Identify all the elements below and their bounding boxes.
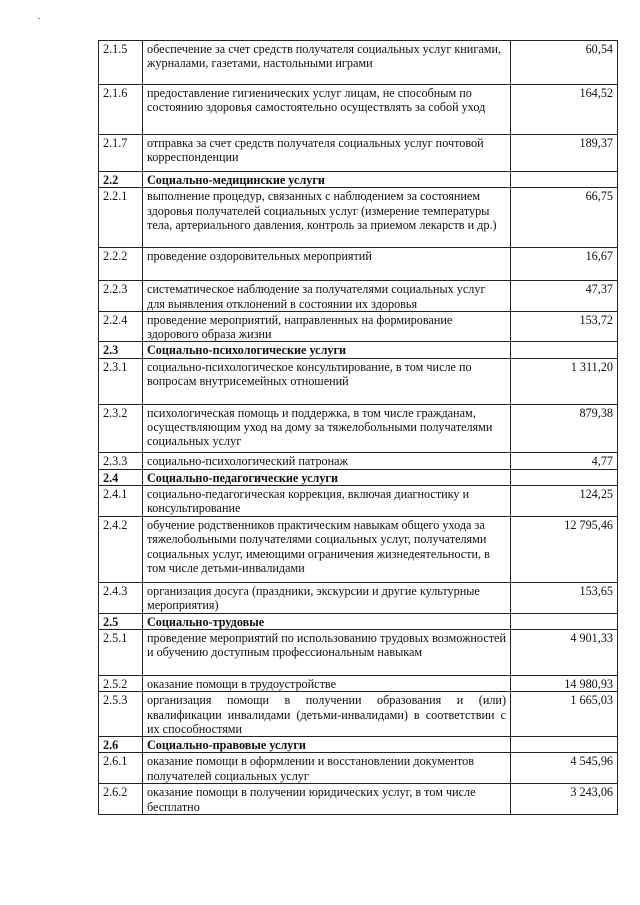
services-tariff-table <box>98 40 618 815</box>
service-description: социально-психологический патронаж <box>143 452 511 469</box>
table-body <box>99 41 618 815</box>
section-title: Социально-психологические услуги <box>143 342 511 358</box>
service-description: организация помощи в получении образования и (или) квалификации инвалидами (детьми-инвалидами) в соответствии с их способностями <box>143 692 511 737</box>
table-row <box>99 486 618 517</box>
service-price <box>511 737 618 753</box>
service-description: выполнение процедур, связанных с наблюдением за состоянием здоровья получателей социальных услуг (измерение температуры тела, артериального давления, контроль за приемом лекарств и др.) <box>143 188 511 248</box>
table-row <box>99 358 618 404</box>
service-description: социально-педагогическая коррекция, включая диагностику и консультирование <box>143 486 511 517</box>
table-row <box>99 517 618 583</box>
service-price <box>511 172 618 188</box>
service-price: 164,52 <box>511 85 618 135</box>
section-title: Социально-педагогические услуги <box>143 469 511 485</box>
table-row <box>99 753 618 784</box>
service-description: проведение оздоровительных мероприятий <box>143 248 511 281</box>
item-number: 2.3.2 <box>99 404 143 452</box>
section-row <box>99 613 618 629</box>
item-number: 2.2 <box>99 172 143 188</box>
table-row <box>99 188 618 248</box>
item-number: 2.5.1 <box>99 629 143 675</box>
service-price: 4 545,96 <box>511 753 618 784</box>
service-price: 12 795,46 <box>511 517 618 583</box>
service-price <box>511 342 618 358</box>
section-row <box>99 469 618 485</box>
service-price: 1 665,03 <box>511 692 618 737</box>
item-number: 2.6.2 <box>99 784 143 815</box>
section-title: Социально-правовые услуги <box>143 737 511 753</box>
table-row <box>99 311 618 342</box>
service-price: 4 901,33 <box>511 629 618 675</box>
service-description: оказание помощи в трудоустройстве <box>143 675 511 691</box>
table-row <box>99 404 618 452</box>
service-description: отправка за счет средств получателя социальных услуг почтовой корреспонденции <box>143 135 511 172</box>
item-number: 2.6.1 <box>99 753 143 784</box>
service-price: 879,38 <box>511 404 618 452</box>
section-row <box>99 737 618 753</box>
table-row <box>99 135 618 172</box>
service-price: 189,37 <box>511 135 618 172</box>
service-price: 60,54 <box>511 41 618 85</box>
table-row <box>99 248 618 281</box>
service-price: 1 311,20 <box>511 358 618 404</box>
table-row <box>99 784 618 815</box>
service-description: организация досуга (праздники, экскурсии и другие культурные мероприятия) <box>143 583 511 614</box>
service-price: 4,77 <box>511 452 618 469</box>
service-price: 153,72 <box>511 311 618 342</box>
section-row <box>99 172 618 188</box>
service-price: 153,65 <box>511 583 618 614</box>
item-number: 2.5 <box>99 613 143 629</box>
service-price: 47,37 <box>511 281 618 312</box>
table-row <box>99 281 618 312</box>
table-row <box>99 85 618 135</box>
item-number: 2.4.1 <box>99 486 143 517</box>
item-number: 2.5.2 <box>99 675 143 691</box>
item-number: 2.2.2 <box>99 248 143 281</box>
item-number: 2.2.4 <box>99 311 143 342</box>
service-description: проведение мероприятий по использованию трудовых возможностей и обучению доступным профессиональным навыкам <box>143 629 511 675</box>
item-number: 2.4.2 <box>99 517 143 583</box>
table-row <box>99 41 618 85</box>
service-description: оказание помощи в получении юридических услуг, в том числе бесплатно <box>143 784 511 815</box>
table-row <box>99 452 618 469</box>
item-number: 2.1.5 <box>99 41 143 85</box>
service-description: оказание помощи в оформлении и восстановлении документов получателей социальных услуг <box>143 753 511 784</box>
section-row <box>99 342 618 358</box>
service-price: 14 980,93 <box>511 675 618 691</box>
service-description: предоставление гигиенических услуг лицам, не способным по состоянию здоровья самостоятельно осуществлять за собой уход <box>143 85 511 135</box>
service-price: 3 243,06 <box>511 784 618 815</box>
item-number: 2.1.7 <box>99 135 143 172</box>
item-number: 2.3.1 <box>99 358 143 404</box>
item-number: 2.5.3 <box>99 692 143 737</box>
service-price <box>511 469 618 485</box>
item-number: 2.2.1 <box>99 188 143 248</box>
section-title: Социально-медицинские услуги <box>143 172 511 188</box>
item-number: 2.4 <box>99 469 143 485</box>
service-price: 66,75 <box>511 188 618 248</box>
service-description: обучение родственников практическим навыкам общего ухода за тяжелобольными получателями социальных услуг, получателями социальных услуг, имеющими ограничения жизнедеятельности, в том числе детьми-инвалидами <box>143 517 511 583</box>
item-number: 2.3 <box>99 342 143 358</box>
service-price: 124,25 <box>511 486 618 517</box>
item-number: 2.6 <box>99 737 143 753</box>
table-row <box>99 629 618 675</box>
service-price: 16,67 <box>511 248 618 281</box>
item-number: 2.4.3 <box>99 583 143 614</box>
item-number: 2.1.6 <box>99 85 143 135</box>
item-number: 2.2.3 <box>99 281 143 312</box>
table-row <box>99 692 618 737</box>
service-description: обеспечение за счет средств получателя социальных услуг книгами, журналами, газетами, настольными играми <box>143 41 511 85</box>
service-description: психологическая помощь и поддержка, в том числе гражданам, осуществляющим уход на дому за тяжелобольными получателями социальных услуг <box>143 404 511 452</box>
table-row <box>99 675 618 691</box>
item-number: 2.3.3 <box>99 452 143 469</box>
service-description: социально-психологическое консультирование, в том числе по вопросам внутрисемейных отношений <box>143 358 511 404</box>
section-title: Социально-трудовые <box>143 613 511 629</box>
table-row <box>99 583 618 614</box>
service-description: проведение мероприятий, направленных на формирование здорового образа жизни <box>143 311 511 342</box>
service-description: систематическое наблюдение за получателями социальных услуг для выявления отклонений в состоянии их здоровья <box>143 281 511 312</box>
service-price <box>511 613 618 629</box>
scan-speck <box>38 18 40 19</box>
